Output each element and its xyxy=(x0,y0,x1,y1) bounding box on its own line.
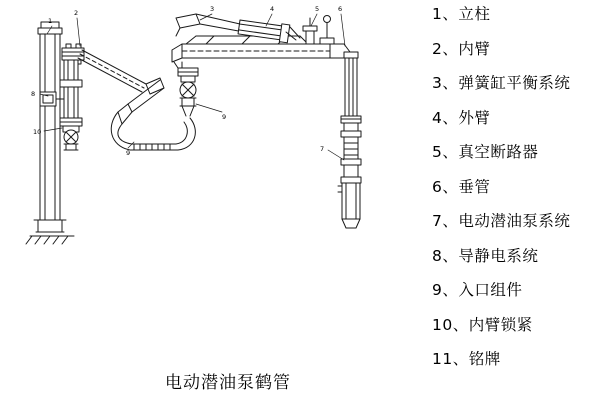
legend-item: 11、铭牌 xyxy=(432,350,501,368)
legend-item: 2、内臂 xyxy=(432,39,491,58)
callout-6: 6 xyxy=(338,5,343,13)
callout-9-second: 9 xyxy=(126,149,131,157)
legend-list xyxy=(432,6,600,400)
legend-item: 10、内臂锁紧 xyxy=(432,315,533,334)
callout-4: 4 xyxy=(270,5,275,13)
callout-1: 1 xyxy=(48,17,53,25)
vacuum-breaker xyxy=(303,16,334,45)
legend-item: 7、电动潜油泵系统 xyxy=(432,212,571,230)
figure-caption: 电动潜油泵鹤管 xyxy=(165,373,291,393)
legend-item: 1、立柱 xyxy=(432,5,491,23)
legend-item: 8、导静电系统 xyxy=(432,246,539,265)
legend-item: 6、垂管 xyxy=(432,177,491,196)
drop-pipe xyxy=(330,44,361,183)
legend-item: 3、弹簧缸平衡系统 xyxy=(432,74,571,92)
spring-cylinder-system xyxy=(176,14,300,43)
inner-arm xyxy=(78,50,164,124)
callout-8: 8 xyxy=(31,90,36,98)
callout-5: 5 xyxy=(315,5,320,13)
callout-7: 7 xyxy=(320,145,325,153)
legend-item: 9、入口组件 xyxy=(432,281,523,299)
callout-10: 10 xyxy=(33,128,42,136)
callout-9: 9 xyxy=(222,113,227,121)
legend-item: 4、外臂 xyxy=(432,108,491,127)
legend-item: 5、真空断路器 xyxy=(432,143,539,161)
callout-3: 3 xyxy=(210,5,215,13)
callout-2: 2 xyxy=(74,9,79,17)
submersible-pump xyxy=(338,183,360,228)
